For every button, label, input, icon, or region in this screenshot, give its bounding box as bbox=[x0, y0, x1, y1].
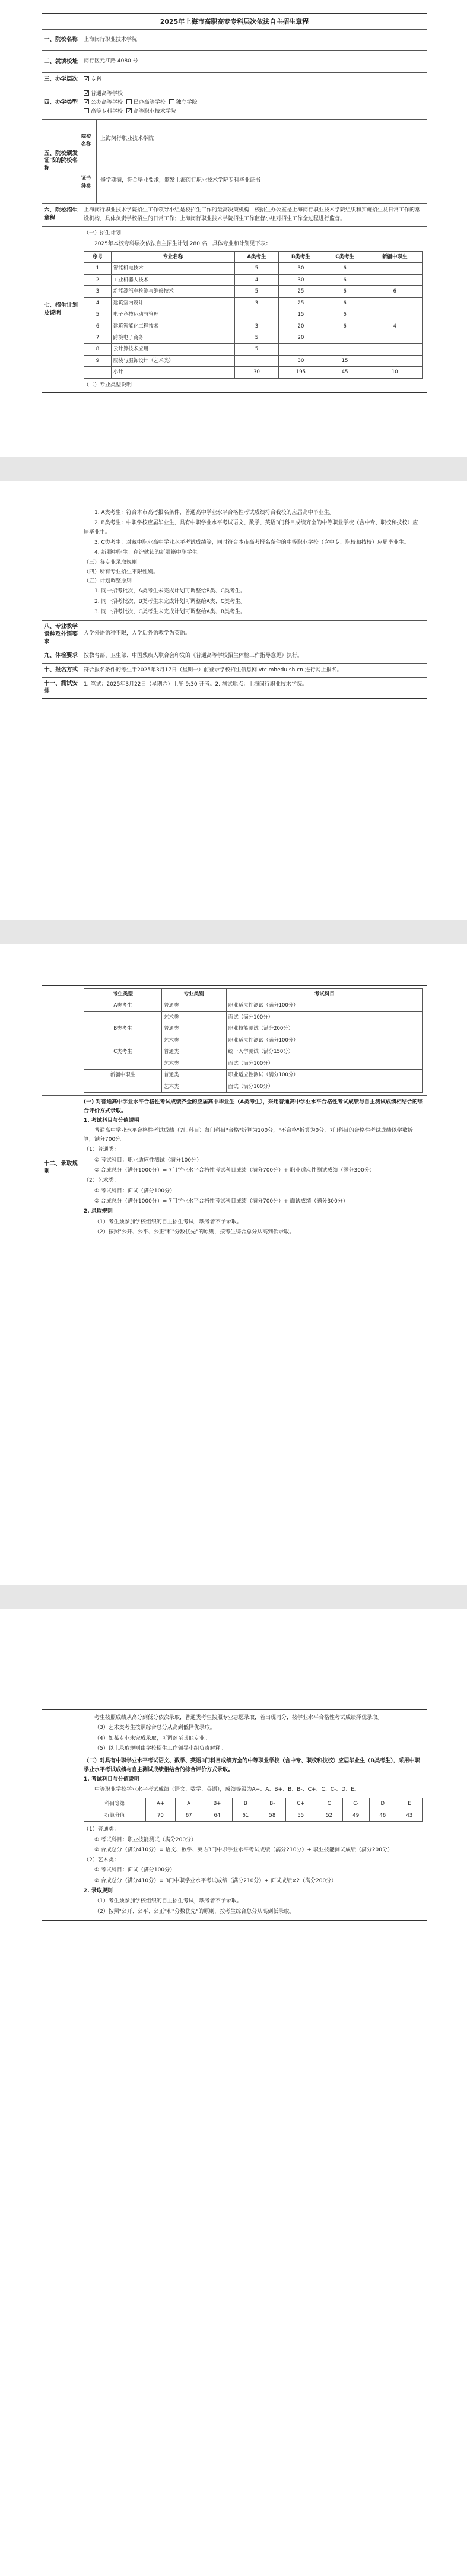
plan-cell: 6 bbox=[323, 309, 367, 321]
value: 上海闵行职业技术学院招生工作领导小组是校招生工作的最高决策机构，校招生办公室是上海闵行职业技术学院组织和实施招生及日常工作的常设机构，具体负责学校招生的日常工作；上海闵行职业技术学院招生工作监督小组对招生工作全过程进行监督。 bbox=[84, 207, 421, 223]
grade-val-cell: 64 bbox=[202, 1810, 233, 1821]
checkbox bbox=[126, 108, 132, 113]
page-2 bbox=[0, 481, 467, 920]
plan-cell: 15 bbox=[279, 309, 323, 321]
plan-cell bbox=[323, 344, 367, 355]
plan-header-cell: 专业名称 bbox=[111, 251, 234, 262]
document-table-3 bbox=[42, 985, 427, 1241]
plan-cell: 8 bbox=[84, 344, 112, 355]
exam-cell bbox=[84, 1011, 162, 1023]
plan-cell: 195 bbox=[279, 367, 323, 378]
grade-val-cell: 61 bbox=[232, 1810, 259, 1821]
label: 一、院校名称 bbox=[42, 30, 80, 50]
sublabel: 院校名称 bbox=[80, 120, 97, 161]
plan-cell: 智能机电技术 bbox=[111, 263, 234, 274]
table-row bbox=[84, 367, 423, 378]
grade-val-cell: 52 bbox=[316, 1810, 342, 1821]
plan-cell: 4 bbox=[234, 274, 279, 285]
grade-val-cell: 折算分值 bbox=[84, 1810, 146, 1821]
sublabel: 证书种类 bbox=[80, 161, 97, 203]
plan-cell bbox=[84, 367, 112, 378]
label: 二、就读校址 bbox=[42, 51, 80, 72]
page-3 bbox=[0, 944, 467, 1585]
plan-cell: 6 bbox=[323, 321, 367, 332]
row-admission: 十二、录取规则 (一) 对普通高中学业水平合格性考试成绩齐全的应届高中毕业生（A类考生），采用普通高中学业水平合格性考试成绩与自主测试成绩相结合的综合评价方式录取。 1. 考试科目与分值说明 普通高中学业水平合格性考试成绩（7门科目）每门科目"合格"折算为100分，"不合格"折算为0分，7门科目的合格性考试成绩以学数折算，满分700分。 （1）普通类： ① 考试科目：职业适应性测试（满分100分） ② 合成总分（满分1000分）= 7门学业水平合格性考试科目成绩（满分700分）+ 职业适应性测试成绩（满分300分） （2）艺术类： ① 考试科目：面试（满分100分） ② 合成总分（满分1000分）= 7门学业水平合格性考试科目成绩（满分700分）+ 面试成绩（满分300分） 2. 录取规则 （1）考生须参加学校组织的自主招生考试，缺考者不予录取。 （2）按照"公开、公平、公正"和"分数优先"的原则，按考生综合总分从高到低录取。 bbox=[42, 1096, 427, 1241]
grade-val-cell: 58 bbox=[259, 1810, 285, 1821]
table-row bbox=[84, 355, 423, 366]
checkbox bbox=[126, 99, 132, 104]
exam-header-cell: 考试科目 bbox=[226, 989, 422, 1000]
table-row bbox=[84, 321, 423, 332]
plan-cell: 20 bbox=[279, 332, 323, 344]
checkbox bbox=[84, 108, 89, 113]
plan-cell: 4 bbox=[84, 297, 112, 309]
grade-val-cell: 43 bbox=[396, 1810, 422, 1821]
grade-head-cell: B- bbox=[259, 1798, 285, 1810]
exam-cell: 面试（满分100分） bbox=[226, 1058, 422, 1069]
label: 六、院校招生章程 bbox=[42, 204, 80, 227]
grade-val-cell: 46 bbox=[369, 1810, 396, 1821]
exam-cell: 普通类 bbox=[162, 1023, 227, 1035]
plan-cell bbox=[367, 355, 422, 366]
exam-cell: 职业技能测试（满分200分） bbox=[226, 1023, 422, 1035]
row-register: 十、报名方式 符合报名条件的考生于2025年3月17日（星期一）前登录学校招生信息网 vtc.mhedu.sh.cn 进行网上报名。 bbox=[42, 664, 427, 678]
value: ✓ 专科 bbox=[80, 73, 427, 87]
exam-header-row bbox=[84, 989, 423, 1000]
exam-header-cell: 专业类别 bbox=[162, 989, 227, 1000]
plan-cell: 30 bbox=[279, 263, 323, 274]
plan-cell: 30 bbox=[279, 355, 323, 366]
row-level bbox=[42, 73, 427, 87]
plan-cell: 25 bbox=[279, 297, 323, 309]
plan-cell: 3 bbox=[234, 321, 279, 332]
grade-head-cell: 科目等第 bbox=[84, 1798, 146, 1810]
grade-val-cell: 55 bbox=[285, 1810, 316, 1821]
plan-cell bbox=[234, 309, 279, 321]
part2-heading: （二）专业类型说明 bbox=[84, 382, 132, 388]
grade-val-row bbox=[84, 1810, 423, 1821]
plan-cell bbox=[367, 309, 422, 321]
plan-cell: 云计算技术应用 bbox=[111, 344, 234, 355]
label: 三、办学层次 bbox=[42, 73, 80, 87]
plan-cell: 7 bbox=[84, 332, 112, 344]
plan-cell: 25 bbox=[279, 286, 323, 297]
plan-cell: 9 bbox=[84, 355, 112, 366]
doc-title: 2025年上海市高职高专专科层次依法自主招生章程 bbox=[42, 14, 427, 30]
grade-head-cell: B+ bbox=[202, 1798, 233, 1810]
table-row bbox=[84, 1058, 423, 1069]
exam-header-cell: 考生类型 bbox=[84, 989, 162, 1000]
label: 七、招生计划及说明 bbox=[42, 227, 80, 392]
grade-head-cell: D bbox=[369, 1798, 396, 1810]
row-test: 十一、测试安排 1. 笔试：2025年3月22日（星期六）上午 9:30 开考。2. 测试地点：上海闵行职业技术学院。 bbox=[42, 678, 427, 698]
plan-table bbox=[84, 251, 423, 379]
grade-head-row bbox=[84, 1798, 423, 1810]
table-row bbox=[84, 1046, 423, 1058]
plan-cell: 45 bbox=[323, 367, 367, 378]
grade-val-cell: 49 bbox=[342, 1810, 369, 1821]
checkbox bbox=[84, 76, 89, 81]
grade-table bbox=[84, 1798, 423, 1822]
plan-cell: 服装与服饰设计（艺术类） bbox=[111, 355, 234, 366]
exam-cell: 职业适应性测试（满分100分） bbox=[226, 1035, 422, 1046]
row-type bbox=[42, 87, 427, 120]
exam-cell: B类考生 bbox=[84, 1023, 162, 1035]
grade-val-cell: 67 bbox=[176, 1810, 202, 1821]
table-row bbox=[84, 332, 423, 344]
label: 五、院校颁发证书的院校名称 bbox=[42, 120, 80, 203]
grade-head-cell: C- bbox=[342, 1798, 369, 1810]
row-organization bbox=[42, 204, 427, 227]
row-certificate bbox=[42, 120, 427, 204]
checkbox bbox=[84, 99, 89, 104]
exam-cell: 普通类 bbox=[162, 1000, 227, 1011]
table-row bbox=[84, 1070, 423, 1081]
exam-cell: 职业适应性测试（满分100分） bbox=[226, 1000, 422, 1011]
plan-cell: 5 bbox=[234, 344, 279, 355]
exam-cell: C类考生 bbox=[84, 1046, 162, 1058]
exam-cell: 普通类 bbox=[162, 1046, 227, 1058]
plan-header-cell: A类考生 bbox=[234, 251, 279, 262]
plan-cell: 5 bbox=[84, 309, 112, 321]
table-row bbox=[84, 1035, 423, 1046]
plan-cell: 30 bbox=[234, 367, 279, 378]
grade-val-cell: 70 bbox=[145, 1810, 175, 1821]
table-row bbox=[84, 1023, 423, 1035]
row-school-name bbox=[42, 30, 427, 51]
table-row bbox=[84, 274, 423, 285]
plan-cell: 6 bbox=[323, 297, 367, 309]
plan-intro: 2025年本校专科层次依法自主招生计划 280 名，具体专业和计划见下表： bbox=[94, 240, 271, 247]
plan-cell: 建筑智能化工程技术 bbox=[111, 321, 234, 332]
plan-cell bbox=[323, 332, 367, 344]
exam-cell: 职业适应性测试（满分100分） bbox=[226, 1070, 422, 1081]
page-gap bbox=[0, 457, 467, 481]
grade-head-cell: C bbox=[316, 1798, 342, 1810]
document-table-2 bbox=[42, 505, 427, 699]
table-row bbox=[84, 1081, 423, 1092]
table-row bbox=[84, 286, 423, 297]
exam-table bbox=[84, 988, 423, 1093]
plan-cell: 5 bbox=[234, 263, 279, 274]
grade-head-cell: B bbox=[232, 1798, 259, 1810]
document-table-1 bbox=[42, 13, 427, 393]
plan-cell bbox=[367, 297, 422, 309]
plan-cell: 小计 bbox=[111, 367, 234, 378]
exam-cell bbox=[84, 1058, 162, 1069]
page-1 bbox=[0, 0, 467, 457]
table-row bbox=[84, 1000, 423, 1011]
page-4 bbox=[0, 1609, 467, 2576]
table-row bbox=[84, 344, 423, 355]
table-row bbox=[84, 297, 423, 309]
page-gap bbox=[0, 920, 467, 944]
document-table-4: 考生按照成绩从高分到低分依次录取，普通类考生按照专业志愿录取，若出现同分，按学业水平合格性考试成绩择优录取。 （3）艺术类考生按照综合总分从高到低择优录取。 （4）如某专业未完成录取，可调剂至其他专业。 （5）以上录取规则由学校招生工作领导小组负责解释。 （二）对具有中职学业水平考试语文、数学、英语3门科目成绩齐全的中等职业学校（含中专、职校和技校）应届毕业生（B类考生），采用中职学业水平考试成绩与自主测试成绩相结合的综合评价方式录取。 1. 考试科目与分值说明 中等职业学校学业水平考试成绩（语文、数学、英语），成绩等级为A+、A、B+、B、B-、C+、C、C-、D、E。 科目等第 A+ A B+ B B- C+ C C- D E 折算分值 70 67 64 61 58 55 52 49 46 43 （1）普通类： ① 考试科目：职业技能测试（满分200分） ② 合成总分（满分410分）= 语文、数学、英语3门中职学业水平考试成绩（满分210分）+ 职业技能测试成绩（满分200分） （2）艺术类： ① 考试科目：面试（满分100分） ② 合成总分（满分410分）= 3门中职学业水平考试成绩（满分210分）+ 面试成绩×2（满分200分） 2. 录取规则 （1）考生须参加学校组织的自主招生考试，缺考者不予录取。 （2）按照"公开、公平、公正"和"分数优先"的原则，按考生综合总分从高到低录取。 bbox=[42, 1709, 427, 1921]
plan-cell: 6 bbox=[84, 321, 112, 332]
row-language: 八、专业教学语种及外语要求 入学外语语种不限，入学后外语教学为英语。 bbox=[42, 621, 427, 649]
exam-cell: 面试（满分100分） bbox=[226, 1081, 422, 1092]
plan-cell bbox=[367, 344, 422, 355]
checkbox bbox=[84, 90, 89, 96]
plan-header-cell: B类考生 bbox=[279, 251, 323, 262]
certificate-text: 修学期满，符合毕业要求，颁发上海闵行职业技术学院专科毕业证书 bbox=[100, 177, 261, 183]
exam-cell: 艺术类 bbox=[162, 1058, 227, 1069]
plan-cell: 6 bbox=[367, 286, 422, 297]
plan-cell: 跨境电子商务 bbox=[111, 332, 234, 344]
row-address bbox=[42, 51, 427, 72]
plan-cell: 6 bbox=[323, 274, 367, 285]
exam-cell: A类考生 bbox=[84, 1000, 162, 1011]
plan-cell: 新能源汽车检测与维修技术 bbox=[111, 286, 234, 297]
grade-head-cell: E bbox=[396, 1798, 422, 1810]
plan-cell: 10 bbox=[367, 367, 422, 378]
type-options: ✓普通高等学校 ✓公办高等学校 民办高等学校 独立学院 高等专科学校 ✓ 高等职业技术学院 bbox=[80, 87, 427, 119]
exam-cell: 普通类 bbox=[162, 1070, 227, 1081]
grade-head-cell: C+ bbox=[285, 1798, 316, 1810]
table-row bbox=[84, 1011, 423, 1023]
plan-cell: 20 bbox=[279, 321, 323, 332]
table-row bbox=[84, 309, 423, 321]
plan-cell bbox=[367, 332, 422, 344]
plan-header-cell: C类考生 bbox=[323, 251, 367, 262]
school-name: 上海闵行职业技术学院 bbox=[100, 135, 154, 142]
plan-cell: 4 bbox=[367, 321, 422, 332]
plan-cell: 30 bbox=[279, 274, 323, 285]
exam-cell bbox=[84, 1081, 162, 1092]
plan-cell: 3 bbox=[234, 297, 279, 309]
exam-cell: 统一入学测试（满分150分） bbox=[226, 1046, 422, 1058]
exam-cell: 艺术类 bbox=[162, 1035, 227, 1046]
plan-cell bbox=[367, 274, 422, 285]
plan-cell: 建筑室内设计 bbox=[111, 297, 234, 309]
plan-cell: 5 bbox=[234, 286, 279, 297]
label: 四、办学类型 bbox=[42, 87, 80, 119]
table-row bbox=[84, 263, 423, 274]
checkbox bbox=[169, 99, 174, 104]
plan-cell: 1 bbox=[84, 263, 112, 274]
row-health: 九、体检要求 按教育部、卫生部、中国残疾人联合会印发的《普通高等学校招生体检工作指导意见》执行。 bbox=[42, 649, 427, 664]
type-descriptions: 1. A类考生：符合本市高考报名条件，普通高中学业水平合格性考试成绩符合我校的应届高中毕业生。 2. B类考生：中职学校应届毕业生，具有中职学业水平考试语文、数学、英语3门科目成绩齐全的中等职业学校（含中专、职校和技校）应届毕业生。 3. C类考生：对藏中职业高中学业水平考试成绩等，同时符合本市高考报名条件的中等职业学校（含中专、职校和技校）应届毕业生。 4. 新疆中职生：在沪就读的新疆籍中职学生。 （三）各专业录取规则 （四）所有专业招生不限性别。 （五）计划调整原则 1. 同一招考批次，A类考生未完成计划可调整给B类、C类考生。 2. 同一招考批次，B类考生未完成计划可调整给A类、C类考生。 3. 同一招考批次，C类考生未完成计划可调整给A类、B类考生。 bbox=[84, 510, 418, 615]
plan-cell: 电子竞技运动与管理 bbox=[111, 309, 234, 321]
plan-cell bbox=[367, 263, 422, 274]
plan-header-row bbox=[84, 251, 423, 262]
plan-cell: 5 bbox=[234, 332, 279, 344]
plan-cell: 6 bbox=[323, 263, 367, 274]
grade-head-cell: A+ bbox=[145, 1798, 175, 1810]
exam-cell bbox=[84, 1035, 162, 1046]
plan-cell bbox=[279, 344, 323, 355]
plan-cell: 6 bbox=[323, 286, 367, 297]
plan-header-cell: 序号 bbox=[84, 251, 112, 262]
value: 上海闵行职业技术学院 bbox=[84, 37, 138, 43]
grade-head-cell: A bbox=[176, 1798, 202, 1810]
exam-cell: 面试（满分100分） bbox=[226, 1011, 422, 1023]
plan-cell: 工业机器人技术 bbox=[111, 274, 234, 285]
plan-cell: 3 bbox=[84, 286, 112, 297]
exam-cell: 艺术类 bbox=[162, 1011, 227, 1023]
part1-heading: （一）招生计划 bbox=[84, 230, 122, 237]
exam-cell: 艺术类 bbox=[162, 1081, 227, 1092]
plan-cell bbox=[234, 355, 279, 366]
plan-cell: 2 bbox=[84, 274, 112, 285]
page-gap bbox=[0, 1585, 467, 1609]
row-plan bbox=[42, 227, 427, 392]
exam-cell: 新疆中职生 bbox=[84, 1070, 162, 1081]
plan-header-cell: 新疆中职生 bbox=[367, 251, 422, 262]
value: 闵行区元江路 4080 号 bbox=[84, 58, 138, 65]
plan-cell: 15 bbox=[323, 355, 367, 366]
